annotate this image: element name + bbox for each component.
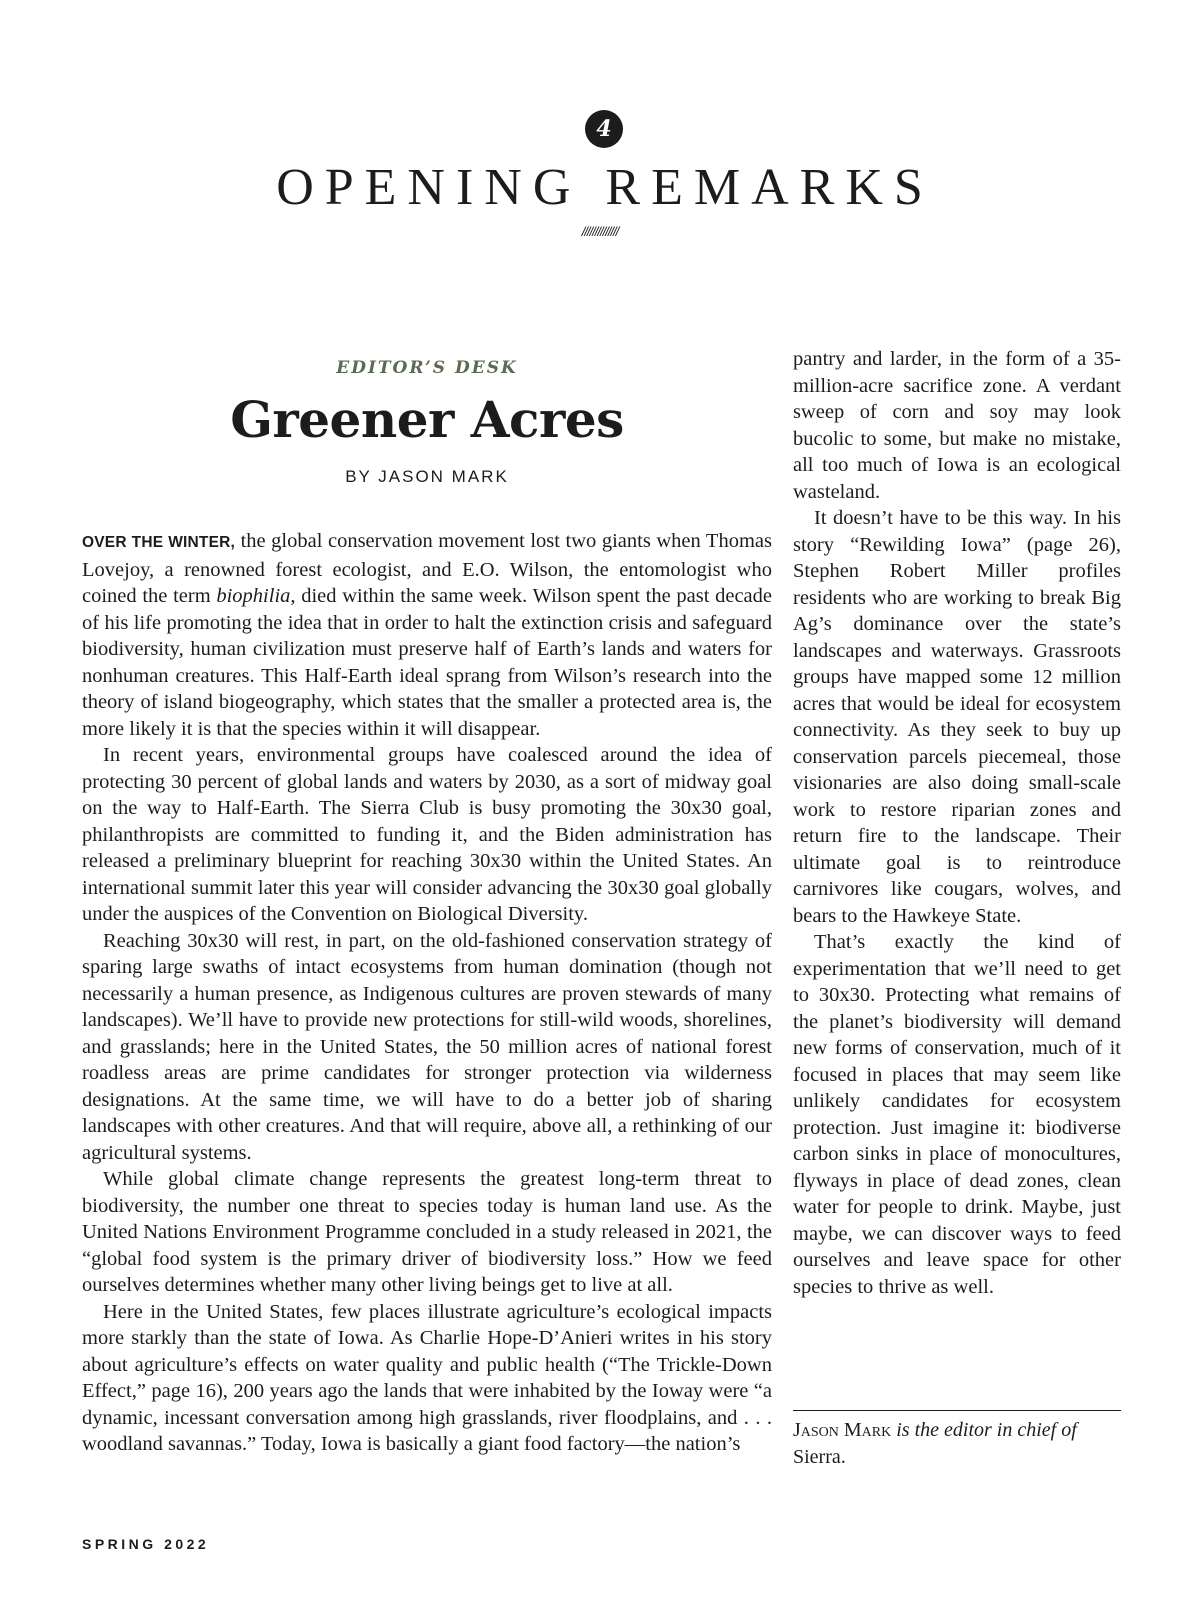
article-kicker: EDITOR’S DESK [336,358,518,378]
paragraph-1 [82,528,772,742]
page-number: 4 [596,116,612,142]
decorative-rule: ////////////// [581,224,619,239]
paragraph-6: It doesn’t have to be this way. In his story “Rewilding Iowa” (page 26), Stephen Robert Miller profiles residents who are working to break Big Ag’s dominance over the state’s landscapes and waterways. Grassroots groups have mapped some 12 million acres that would be ideal for ecosystem connectivity. As they seek to buy up conservation parcels piecemeal, those visionaries are also doing small-scale work to restore riparian zones and return fire to the landscape. Their ultimate goal is to reintroduce carnivores like cougars, wolves, and bears to the Hawkeye State. [793,507,1121,927]
paragraph-5 [82,1299,772,1458]
bio-divider [793,1410,1121,1411]
paragraph-2: In recent years, environmental groups have coalesced around the idea of protecting 30 percent of global lands and waters by 2030, as a sort of midway goal on the way to Half-Earth. The Sierra Club is busy promoting the 30x30 goal, philanthropists are committed to funding it, and the Biden administration has released a preliminary blueprint for reaching 30x30 within the United States. An international summit later this year will consider advancing the 30x30 goal globally under the auspices of the Convention on Biological Diversity. [82,744,772,925]
paragraph-4: While global climate change represents the greatest long-term threat to biodiversity, the number one threat to species today is human land use. As the United Nations Environment Programme concluded in a study released in 2021, the “global food system is the primary driver of biodiversity loss.” How we feed ourselves determines whether many other living beings get to live at all. [82,1168,772,1296]
paragraph-5-continued: pantry and larder, in the form of a 35-million-acre sacrifice zone. A verdant sweep of corn and soy may look bucolic to some, but make no mistake, all too much of Iowa is an ecological wasteland. [793,348,1121,503]
author-name: Jason Mark [793,1419,892,1441]
lead-in: OVER THE WINTER, [82,534,236,551]
paragraph-1-emphasis: biophilia, [216,585,296,607]
paragraph-7: That’s exactly the kind of experimentation that we’ll need to get to 30x30. Protecting what remains of the planet’s biodiversity will demand new forms of conservation, much of it focused in places that may seem like unlikely candidates for ecosystem protection. Just imagine it: biodiverse carbon sinks in place of monocultures, flyways in place of dead zones, clean water for people to drink. Maybe, just maybe, we can discover ways to feed ourselves and leave space for other species to thrive as well. [793,931,1121,1298]
paragraph-3: Reaching 30x30 will rest, in part, on the old-fashioned conservation strategy of sparing large swaths of intact ecosystems from human domination (though not necessarily a human presence, as Indigenous cultures are proven stewards of many landscapes). We’ll have to provide new protections for still-wild woods, shorelines, and grasslands; here in the United States, the 50 million acres of national forest roadless areas are prime candidates for stronger protection via wilderness designations. At the same time, we will have to do a better job of sharing landscapes with other creatures. And that will require, above all, a rethinking of our agricultural systems. [82,929,772,1164]
article-column-left [82,528,772,1458]
page-number-badge [585,110,623,148]
bio-text: is the editor in chief of [891,1419,1077,1441]
issue-footer: SPRING 2022 [82,1536,210,1552]
article-column-right [793,346,1121,1300]
paragraph-1-text-a: the global conservation movement lost two giants when Thomas Lovejoy, a renowned forest ecologist, and E.O. Wilson, the entomologist who coined the term [82,530,772,607]
author-bio [793,1417,1121,1470]
paragraph-1-text-b: died within the same week. Wilson spent the past decade of his life promoting the idea that in order to halt the extinction crisis and safeguard biodiversity, human civilization must preserve half of Earth’s lands and waters for nonhuman creatures. This Half-Earth ideal sprang from Wilson’s research into the theory of island biogeography, which states that the smaller a protected area is, the more likely it is that the species within it will disappear. [82,585,772,740]
publication-name: Sierra. [793,1445,846,1468]
article-byline: BY JASON MARK [345,467,509,486]
section-title: OPENING REMARKS [276,159,934,216]
article-headline: Greener Acres [230,390,624,449]
paragraph-5-text: Here in the United States, few places illustrate agriculture’s ecological impacts more starkly than the state of Iowa. As Charlie Hope-D’Anieri writes in his story about agriculture’s effects on water quality and public health (“The Trickle-Down Effect,” page 16), 200 years ago the lands that were inhabited by the Ioway were “a dynamic, incessant conversation among high grasslands, river floodplains, and . . . woodland savannas.” Today, Iowa is basically a giant food factory—the nation’s [82,1300,772,1455]
